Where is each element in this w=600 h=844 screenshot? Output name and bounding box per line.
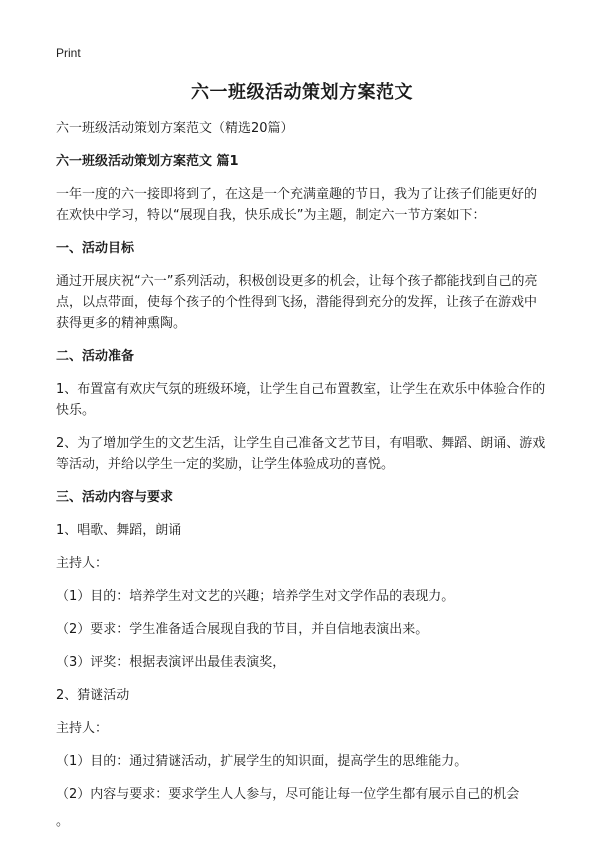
section-heading: 一、活动目标 [56, 241, 135, 256]
paragraph: 一年一度的六一接即将到了，在这是一个充满童趣的节日，我为了让孩子们能更好的在欢快中学习，特以“展现自我，快乐成长”为主题，制定六一节方案如下： [56, 187, 538, 223]
paragraph: 2、为了增加学生的文艺生活，让学生自己准备文艺节目，有唱歌、舞蹈、朗诵、游戏等活动，并给以学生一定的奖励，让学生体验成功的喜悦。 [56, 436, 546, 472]
paragraph: 主持人： [56, 721, 109, 736]
document-content [56, 151, 548, 832]
document-body [56, 80, 548, 844]
paragraph: （2）内容与要求：要求学生人人参与，尽可能让每一位学生都有展示自己的机会 [56, 787, 520, 802]
section-heading: 三、活动内容与要求 [56, 490, 174, 505]
section-heading: 六一班级活动策划方案范文 篇1 [56, 154, 239, 169]
paragraph: 1、布置富有欢庆气氛的班级环境，让学生自己布置教室，让学生在欢乐中体验合作的快乐。 [56, 382, 546, 418]
paragraph: 1、唱歌、舞蹈，朗诵 [56, 523, 182, 538]
document-title: 六一班级活动策划方案范文 [191, 82, 413, 103]
paragraph: 主持人： [56, 556, 109, 571]
paragraph: （1）目的：培养学生对文艺的兴趣；培养学生对文学作品的表现力。 [56, 589, 455, 604]
paragraph: （1）目的：通过猜谜活动，扩展学生的知识面，提高学生的思维能力。 [56, 754, 468, 769]
paragraph: 通过开展庆祝“六一”系列活动，积极创设更多的机会，让每个孩子都能找到自己的亮点，以点带面，使每个孩子的个性得到飞扬，潜能得到充分的发挥，让孩子在游戏中获得更多的精神熏陶。 [56, 274, 538, 331]
paragraph: （2）要求：学生准备适合展现自我的节目，并自信地表演出来。 [56, 622, 429, 637]
section-heading: 二、活动准备 [56, 349, 135, 364]
document-subtitle: 六一班级活动策划方案范文（精选20篇） [56, 121, 294, 136]
paragraph: （3）评奖：根据表演评出最佳表演奖， [56, 655, 286, 670]
paragraph-tail: 。 [56, 814, 70, 829]
print-link[interactable]: Print [56, 46, 81, 60]
paragraph: 2、猜谜活动 [56, 688, 130, 703]
